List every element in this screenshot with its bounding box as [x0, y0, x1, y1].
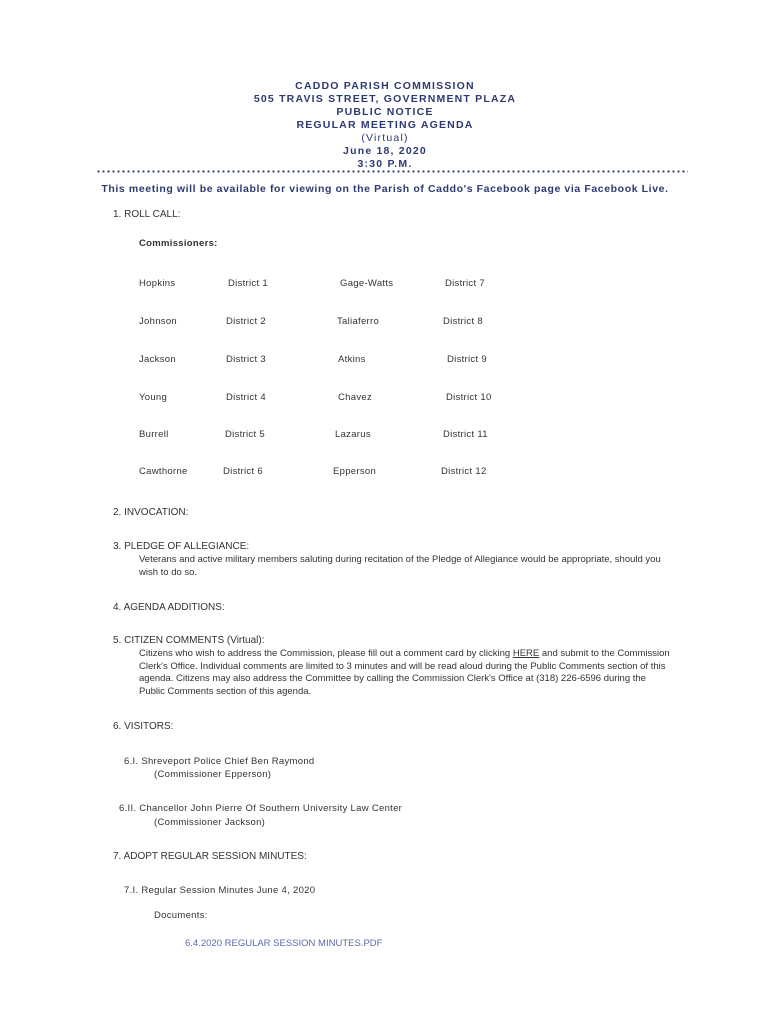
commissioner-district: District 6: [223, 466, 263, 477]
commissioner-name: Atkins: [338, 354, 366, 365]
pledge-heading: 3. PLEDGE OF ALLEGIANCE:: [113, 541, 250, 552]
commissioner-district: District 4: [226, 392, 266, 403]
minutes-item: 7.I. Regular Session Minutes June 4, 2020: [124, 885, 316, 896]
commissioner-district: District 3: [226, 354, 266, 365]
comment-card-link[interactable]: HERE: [512, 648, 540, 659]
commissioner-name: Cawthorne: [139, 466, 188, 477]
pledge-text: Veterans and active military members saluting during recitation of the Pledge of Allegiance would be appropriate, should you wish to do so.: [139, 554, 661, 578]
commissioner-name: Hopkins: [139, 278, 176, 289]
minutes-heading: 7. ADOPT REGULAR SESSION MINUTES:: [113, 851, 307, 862]
commissioner-name: Johnson: [139, 316, 178, 327]
commissioner-district: District 9: [447, 354, 487, 365]
dotted-divider: [96, 170, 688, 173]
commissioner-district: District 2: [226, 316, 266, 327]
citizen-comments-text: [139, 648, 671, 698]
commissioner-district: District 7: [445, 278, 485, 289]
commissioner-district: District 5: [225, 429, 265, 440]
citizen-comments-text-after: and submit to the Commission Clerk's Office. Individual comments are limited to 3 minutes and will be read aloud during the Public Comments section of this agenda. Citizens may also address the Committee by calling the Commission Clerk's Office at (318) 226-6596 during the Public Comments section of this agenda.: [139, 648, 670, 697]
citizen-comments-heading: 5. CITIZEN COMMENTS (Virtual):: [113, 635, 265, 646]
commissioner-name: Epperson: [333, 466, 377, 477]
visitor-item-sponsor: (Commissioner Epperson): [154, 769, 272, 780]
commissioner-name: Taliaferro: [337, 316, 380, 327]
visitors-heading: 6. VISITORS:: [113, 721, 174, 732]
documents-label: Documents:: [154, 910, 208, 921]
header-address: 505 TRAVIS STREET, GOVERNMENT PLAZA: [253, 93, 517, 105]
header-virtual: (Virtual): [361, 132, 409, 144]
commissioner-name: Young: [139, 392, 168, 403]
commissioner-district: District 1: [228, 278, 268, 289]
commissioner-district: District 11: [443, 429, 488, 440]
minutes-pdf-link[interactable]: 6.4.2020 REGULAR SESSION MINUTES.PDF: [185, 938, 383, 949]
agenda-header: [0, 80, 770, 171]
commissioners-label: Commissioners:: [139, 238, 218, 249]
commissioner-name: Lazarus: [335, 429, 371, 440]
visitor-item-sponsor: (Commissioner Jackson): [154, 817, 266, 828]
agenda-additions-heading: 4. AGENDA ADDITIONS:: [113, 602, 225, 613]
commissioner-name: Jackson: [139, 354, 176, 365]
visitor-item-title: 6.II. Chancellor John Pierre Of Southern University Law Center: [119, 803, 403, 814]
commissioner-district: District 12: [441, 466, 487, 477]
header-date: June 18, 2020: [343, 145, 427, 157]
commissioner-district: District 10: [446, 392, 492, 403]
commissioner-name: Gage-Watts: [340, 278, 394, 289]
commissioner-name: Burrell: [139, 429, 169, 440]
citizen-comments-text-before: Citizens who wish to address the Commission, please fill out a comment card by clicking: [139, 648, 513, 659]
facebook-live-note: This meeting will be available for viewing on the Parish of Caddo's Facebook page via Facebook Live.: [101, 183, 669, 195]
header-org: CADDO PARISH COMMISSION: [295, 80, 475, 92]
commissioner-district: District 8: [443, 316, 483, 327]
roll-call-heading: 1. ROLL CALL:: [113, 209, 181, 220]
visitor-item-title: 6.I. Shreveport Police Chief Ben Raymond: [124, 756, 315, 767]
header-agenda-title: REGULAR MEETING AGENDA: [296, 119, 474, 131]
commissioner-name: Chavez: [338, 392, 373, 403]
invocation-heading: 2. INVOCATION:: [113, 507, 189, 518]
header-notice: PUBLIC NOTICE: [336, 106, 434, 118]
header-time: 3:30 P.M.: [357, 158, 413, 170]
